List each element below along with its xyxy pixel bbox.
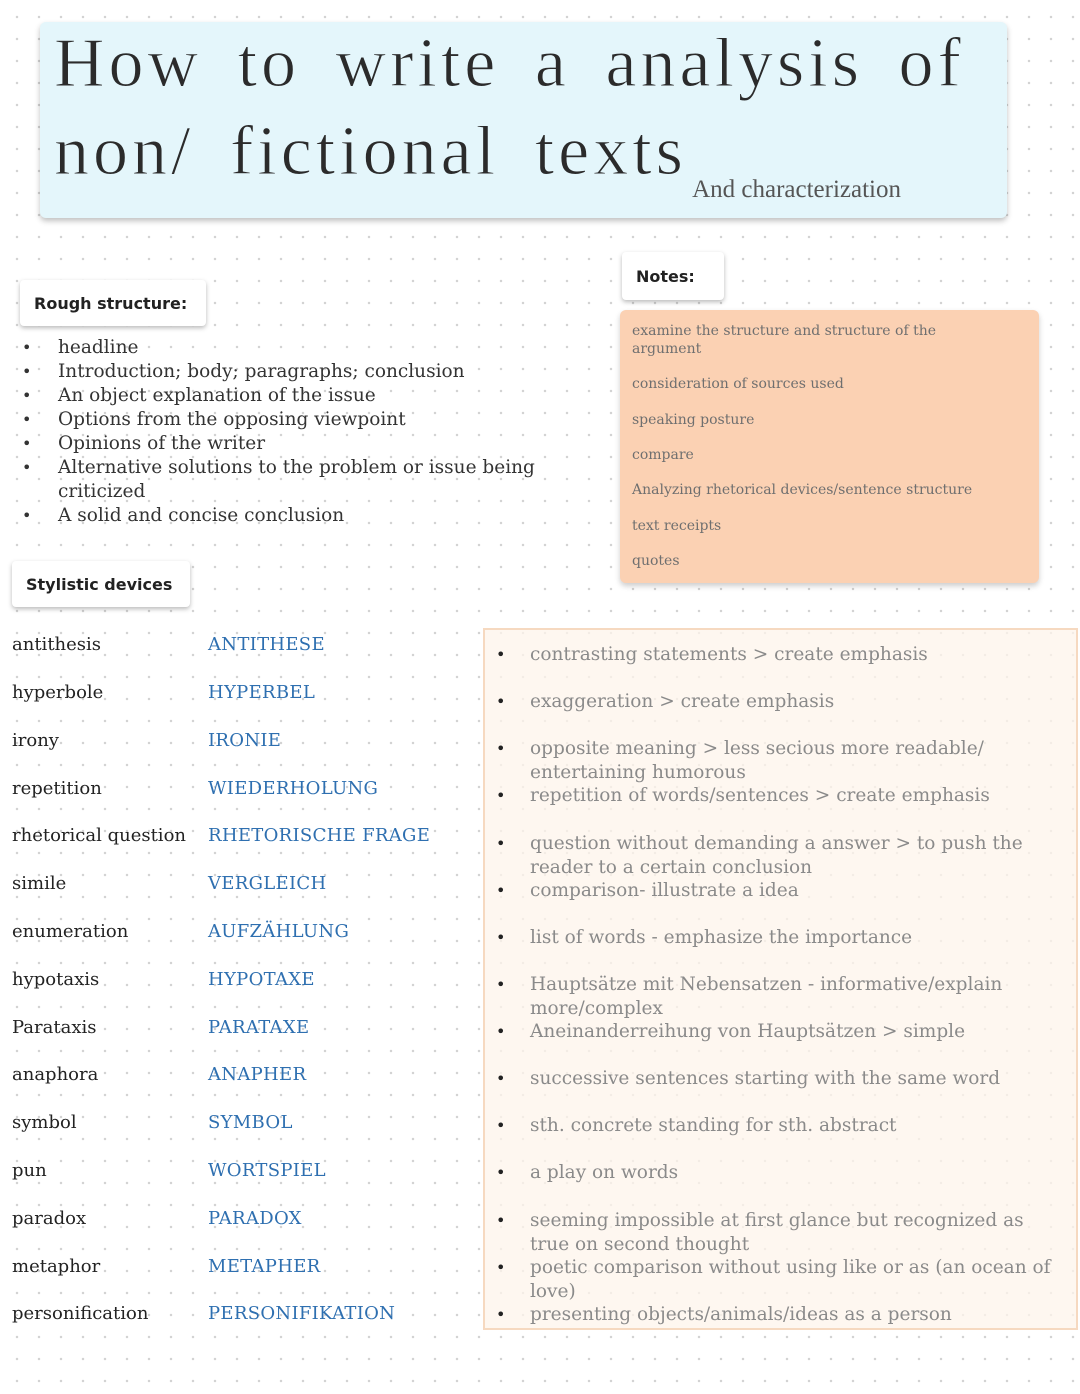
description-text: successive sentences starting with the same word (530, 1068, 1001, 1089)
note-item: consideration of sources used (632, 376, 844, 392)
title-card (40, 22, 1007, 218)
description-text: sth. concrete standing for sth. abstract (530, 1115, 897, 1136)
device-english: irony (12, 729, 59, 751)
device-german: RHETORISCHE FRAGE (208, 824, 431, 846)
device-german: SYMBOL (208, 1111, 293, 1133)
description-text: poetic comparison without using like or as (an ocean of love) (530, 1257, 1051, 1302)
device-german: ANTITHESE (208, 633, 325, 655)
device-german: PARATAXE (208, 1016, 310, 1038)
description-item: • contrasting statements > create emphasis (496, 644, 928, 665)
device-german: VERGLEICH (208, 872, 327, 894)
note-item: Analyzing rhetorical devices/sentence structure (632, 482, 973, 498)
device-german: HYPOTAXE (208, 968, 315, 990)
description-item: • opposite meaning > less secious more readable/ entertaining humorous (496, 738, 984, 783)
list-item: • Introduction; body; paragraphs; conclusion (20, 360, 580, 384)
device-german: HYPERBEL (208, 681, 316, 703)
device-german: WIEDERHOLUNG (208, 777, 379, 799)
notes-label: Notes: (622, 252, 724, 300)
list-item: • An object explanation of the issue (20, 384, 580, 408)
note-item: speaking posture (632, 412, 755, 428)
description-item: • list of words - emphasize the importance (496, 927, 913, 948)
description-item: • Hauptsätze mit Nebensatzen - informative/explain more/complex (496, 974, 1003, 1019)
rough-structure-list (20, 336, 580, 528)
description-text: repetition of words/sentences > create emphasis (530, 785, 990, 806)
description-item: • presenting objects/animals/ideas as a person (496, 1304, 952, 1325)
note-item: compare (632, 447, 694, 463)
device-english: paradox (12, 1207, 87, 1229)
page-subtitle: And characterization (692, 176, 901, 203)
description-item: • exaggeration > create emphasis (496, 691, 835, 712)
description-item: • question without demanding a answer > to push the reader to a certain conclusion (496, 833, 1023, 878)
note-item: quotes (632, 553, 680, 569)
description-text: question without demanding a answer > to push the reader to a certain conclusion (530, 833, 1023, 878)
device-english: antithesis (12, 633, 102, 655)
device-english: pun (12, 1159, 47, 1181)
description-item: • poetic comparison without using like or as (an ocean of love) (496, 1257, 1051, 1302)
description-item: • a play on words (496, 1162, 679, 1183)
device-german: IRONIE (208, 729, 282, 751)
device-english: Parataxis (12, 1016, 97, 1038)
description-item: • successive sentences starting with the same word (496, 1068, 1001, 1089)
note-item: examine the structure and structure of the argument (632, 323, 937, 357)
description-text: exaggeration > create emphasis (530, 691, 835, 712)
device-english: metaphor (12, 1255, 101, 1277)
description-text: presenting objects/animals/ideas as a person (530, 1304, 952, 1325)
device-english: personification (12, 1302, 149, 1324)
list-item: • headline (20, 336, 580, 360)
rough-structure-label: Rough structure: (20, 280, 206, 326)
device-english: hypotaxis (12, 968, 100, 990)
description-item: • repetition of words/sentences > create emphasis (496, 785, 990, 806)
description-item: • comparison- illustrate a idea (496, 880, 799, 901)
device-english: repetition (12, 777, 102, 799)
description-text: a play on words (530, 1162, 679, 1183)
list-item: • Options from the opposing viewpoint (20, 408, 580, 432)
list-item: • Opinions of the writer (20, 432, 580, 456)
description-text: contrasting statements > create emphasis (530, 644, 928, 665)
device-english: rhetorical question (12, 824, 186, 846)
device-german: METAPHER (208, 1255, 321, 1277)
description-text: list of words - emphasize the importance (530, 927, 913, 948)
description-text: comparison- illustrate a idea (530, 880, 799, 901)
list-item: • Alternative solutions to the problem or issue being criticized (20, 456, 580, 504)
description-text: opposite meaning > less secious more readable/ entertaining humorous (530, 738, 984, 783)
page-title-line-1: How to write a analysis of (54, 25, 965, 102)
notes-box (620, 310, 1039, 583)
device-english: hyperbole (12, 681, 104, 703)
device-german: PARADOX (208, 1207, 302, 1229)
device-english: simile (12, 872, 67, 894)
list-item: • A solid and concise conclusion (20, 504, 580, 528)
device-german: AUFZÄHLUNG (208, 920, 350, 942)
description-item: • sth. concrete standing for sth. abstract (496, 1115, 897, 1136)
device-english: symbol (12, 1111, 77, 1133)
description-text: seeming impossible at first glance but recognized as true on second thought (530, 1210, 1024, 1255)
description-item: • Aneinanderreihung von Hauptsätzen > simple (496, 1021, 966, 1042)
description-text: Hauptsätze mit Nebensatzen - informative/explain more/complex (530, 974, 1003, 1019)
device-english: enumeration (12, 920, 129, 942)
stylistic-devices-label: Stylistic devices (12, 561, 190, 607)
device-german: WORTSPIEL (208, 1159, 326, 1181)
note-item: text receipts (632, 518, 722, 534)
device-english: anaphora (12, 1063, 99, 1085)
device-german: PERSONIFIKATION (208, 1302, 396, 1324)
page-title-line-2: non/ fictional texts (54, 113, 687, 190)
device-german: ANAPHER (208, 1063, 307, 1085)
description-text: Aneinanderreihung von Hauptsätzen > simple (530, 1021, 966, 1042)
description-item: • seeming impossible at first glance but recognized as true on second thought (496, 1210, 1024, 1255)
